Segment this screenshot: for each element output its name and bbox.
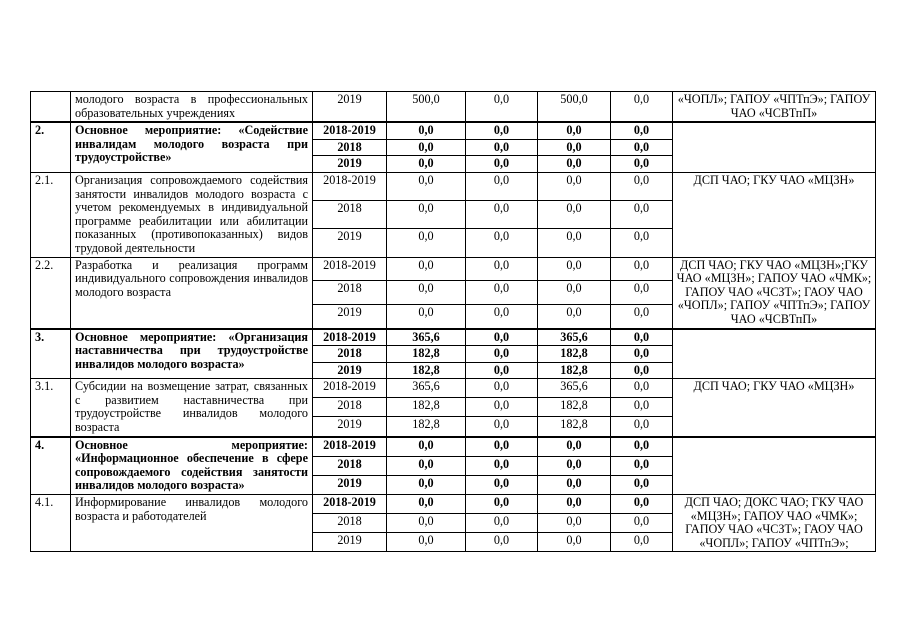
table-row [31,437,876,457]
other-value: 0,0 [611,398,673,417]
federal-value: 0,0 [466,304,538,328]
total-value: 0,0 [387,122,466,139]
federal-value: 0,0 [466,475,538,494]
other-value: 0,0 [611,201,673,229]
year-cell: 2019 [313,92,387,123]
activity-name: молодого возраста в профессиональных образовательных учреждениях [71,92,313,123]
row-number: 2.2. [31,257,71,328]
table-row [31,122,876,139]
federal-value: 0,0 [466,379,538,398]
total-value: 0,0 [387,257,466,281]
regional-value: 182,8 [538,346,611,363]
other-value: 0,0 [611,139,673,156]
regional-value: 0,0 [538,281,611,305]
other-value: 0,0 [611,346,673,363]
regional-value: 182,8 [538,417,611,437]
regional-value: 365,6 [538,329,611,346]
year-cell: 2018-2019 [313,437,387,457]
year-cell: 2018 [313,346,387,363]
regional-value: 0,0 [538,257,611,281]
table-row [31,172,876,200]
federal-value: 0,0 [466,346,538,363]
regional-value: 0,0 [538,172,611,200]
regional-value: 182,8 [538,398,611,417]
regional-value: 0,0 [538,495,611,514]
total-value: 182,8 [387,346,466,363]
document-page [30,91,875,552]
executors-cell: ДСП ЧАО; ГКУ ЧАО «МЦЗН» [673,379,876,437]
federal-value: 0,0 [466,514,538,533]
row-number [31,92,71,123]
federal-value: 0,0 [466,156,538,173]
row-number: 2. [31,122,71,172]
federal-value: 0,0 [466,398,538,417]
year-cell: 2018 [313,456,387,475]
other-value: 0,0 [611,257,673,281]
executors-cell [673,122,876,172]
regional-value: 0,0 [538,304,611,328]
other-value: 0,0 [611,495,673,514]
main-activity-name: Основное мероприятие: «Организация наставничества при трудоустройстве инвалидов молодого возраста» [71,329,313,379]
row-number: 4.1. [31,495,71,552]
year-cell: 2018 [313,281,387,305]
total-value: 0,0 [387,514,466,533]
total-value: 182,8 [387,398,466,417]
other-value: 0,0 [611,514,673,533]
regional-value: 500,0 [538,92,611,123]
year-cell: 2018-2019 [313,122,387,139]
regional-value: 0,0 [538,122,611,139]
regional-value: 0,0 [538,456,611,475]
table-row [31,329,876,346]
year-cell: 2018 [313,139,387,156]
total-value: 0,0 [387,495,466,514]
total-value: 0,0 [387,475,466,494]
year-cell: 2018-2019 [313,257,387,281]
total-value: 365,6 [387,329,466,346]
regional-value: 365,6 [538,379,611,398]
other-value: 0,0 [611,417,673,437]
executors-cell: ДСП ЧАО; ГКУ ЧАО «МЦЗН»;ГКУ ЧАО «МЦЗН»; ГАПОУ ЧАО «ЧМК»; ГАПОУ ЧАО «ЧСЗТ»; ГАОУ ЧАО «ЧОПЛ»; ГАПОУ «ЧПТпЭ»; ГАПОУ ЧАО «ЧСВТпП» [673,257,876,328]
activity-name: Информирование инвалидов молодого возраста и работодателей [71,495,313,552]
regional-value: 0,0 [538,201,611,229]
other-value: 0,0 [611,329,673,346]
year-cell: 2019 [313,475,387,494]
federal-value: 0,0 [466,417,538,437]
regional-value: 0,0 [538,533,611,552]
table-row [31,92,876,123]
total-value: 0,0 [387,139,466,156]
executors-cell: ДСП ЧАО; ГКУ ЧАО «МЦЗН» [673,172,876,257]
federal-value: 0,0 [466,139,538,156]
federal-value: 0,0 [466,122,538,139]
table-row [31,379,876,398]
total-value: 0,0 [387,456,466,475]
federal-value: 0,0 [466,201,538,229]
total-value: 365,6 [387,379,466,398]
year-cell: 2018 [313,398,387,417]
year-cell: 2019 [313,533,387,552]
table-row [31,257,876,281]
total-value: 0,0 [387,281,466,305]
federal-value: 0,0 [466,92,538,123]
regional-value: 0,0 [538,475,611,494]
activity-name: Организация сопровождаемого содействия занятости инвалидов молодого возраста с учетом рекомендуемых в индивидуальной программе реабилитации или абилитации показанных (противопоказанных) видов трудовой деятельности [71,172,313,257]
federal-value: 0,0 [466,456,538,475]
total-value: 500,0 [387,92,466,123]
regional-value: 0,0 [538,139,611,156]
federal-value: 0,0 [466,495,538,514]
executors-cell: ДСП ЧАО; ДОКС ЧАО; ГКУ ЧАО «МЦЗН»; ГАПОУ ЧАО «ЧМК»; ГАПОУ ЧАО «ЧСЗТ»; ГАОУ ЧАО «ЧОПЛ»; ГАПОУ «ЧПТпЭ»; [673,495,876,552]
row-number: 3. [31,329,71,379]
regional-value: 0,0 [538,156,611,173]
total-value: 0,0 [387,533,466,552]
other-value: 0,0 [611,122,673,139]
program-table [30,91,876,552]
other-value: 0,0 [611,229,673,257]
executors-cell: «ЧОПЛ»; ГАПОУ «ЧПТпЭ»; ГАПОУ ЧАО «ЧСВТпП» [673,92,876,123]
federal-value: 0,0 [466,229,538,257]
total-value: 0,0 [387,229,466,257]
other-value: 0,0 [611,475,673,494]
year-cell: 2018-2019 [313,495,387,514]
activity-name: Субсидии на возмещение затрат, связанных с развитием наставничества при трудоустройстве инвалидов молодого возраста [71,379,313,437]
year-cell: 2018-2019 [313,329,387,346]
total-value: 0,0 [387,172,466,200]
regional-value: 0,0 [538,437,611,457]
other-value: 0,0 [611,304,673,328]
other-value: 0,0 [611,379,673,398]
other-value: 0,0 [611,437,673,457]
year-cell: 2019 [313,304,387,328]
year-cell: 2019 [313,362,387,379]
table-body [31,92,876,552]
other-value: 0,0 [611,156,673,173]
regional-value: 182,8 [538,362,611,379]
other-value: 0,0 [611,92,673,123]
activity-name: Разработка и реализация программ индивидуального сопровождения инвалидов молодого возраста [71,257,313,328]
year-cell: 2018-2019 [313,172,387,200]
total-value: 0,0 [387,437,466,457]
year-cell: 2019 [313,156,387,173]
year-cell: 2019 [313,417,387,437]
total-value: 0,0 [387,156,466,173]
federal-value: 0,0 [466,533,538,552]
federal-value: 0,0 [466,281,538,305]
main-activity-name: Основное мероприятие: «Содействие инвалидам молодого возраста при трудоустройстве» [71,122,313,172]
table-row [31,495,876,514]
row-number: 3.1. [31,379,71,437]
other-value: 0,0 [611,172,673,200]
regional-value: 0,0 [538,229,611,257]
executors-cell [673,437,876,495]
federal-value: 0,0 [466,329,538,346]
main-activity-name: Основное мероприятие: «Информационное обеспечение в сфере сопровождаемого содействия занятости инвалидов молодого возраста» [71,437,313,495]
executors-cell [673,329,876,379]
federal-value: 0,0 [466,437,538,457]
total-value: 0,0 [387,304,466,328]
total-value: 0,0 [387,201,466,229]
federal-value: 0,0 [466,362,538,379]
year-cell: 2019 [313,229,387,257]
total-value: 182,8 [387,417,466,437]
year-cell: 2018 [313,201,387,229]
federal-value: 0,0 [466,172,538,200]
other-value: 0,0 [611,281,673,305]
other-value: 0,0 [611,456,673,475]
total-value: 182,8 [387,362,466,379]
federal-value: 0,0 [466,257,538,281]
year-cell: 2018 [313,514,387,533]
year-cell: 2018-2019 [313,379,387,398]
row-number: 4. [31,437,71,495]
other-value: 0,0 [611,533,673,552]
other-value: 0,0 [611,362,673,379]
regional-value: 0,0 [538,514,611,533]
row-number: 2.1. [31,172,71,257]
